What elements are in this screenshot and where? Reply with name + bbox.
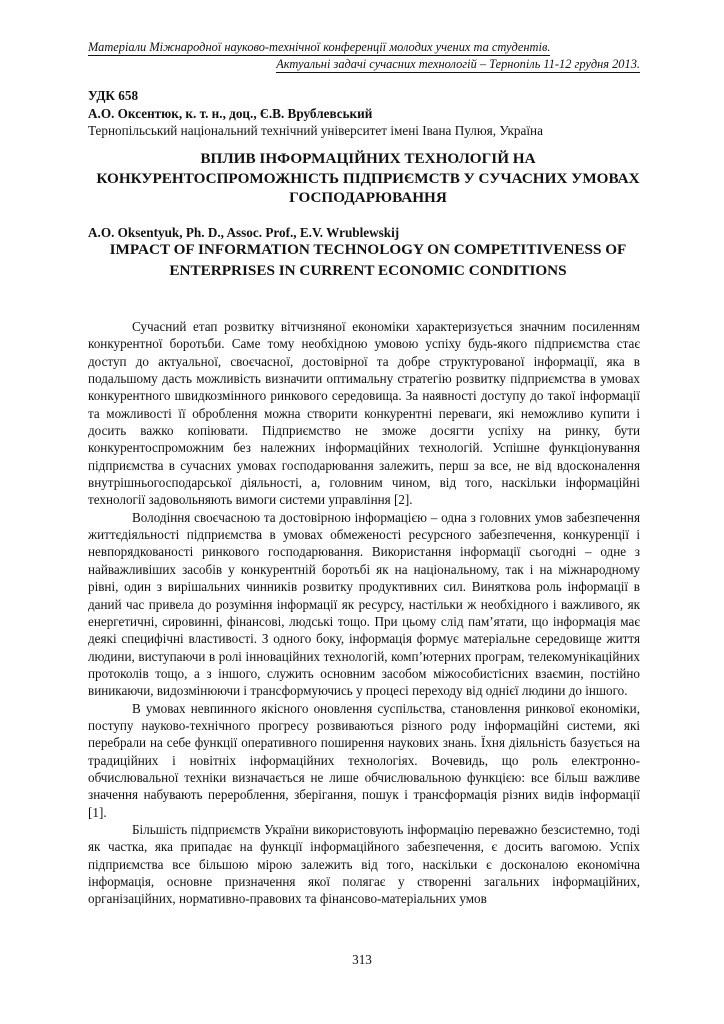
body-paragraph: В умовах невпинного якісного оновлення суспільства, становлення ринкової економіки, поступу науково-технічного прогресу розвиваються різного роду інформаційні системи, які перебрали на себе функції оперативного поширення наукових знань. Їхня діяльність базується на традиційних і новітніх інформаційних технологіях. Вочевидь, що роль електронно-обчислювальної техніки визначається не лише обчислювальною функцією: все більш важливе значення набувають перероблення, зберігання, пошук і трансформація різних видів інформації [1]. [88, 700, 640, 820]
authors-en: A.O. Oksentyuk, Ph. D., Assoc. Prof., E.V. Wrublewskij [88, 225, 400, 240]
udk-code: УДК 658 [88, 88, 139, 103]
article-body [88, 318, 640, 908]
authors-ua: А.О. Оксентюк, к. т. н., доц., Є.В. Врублевський [88, 105, 373, 121]
article-meta [88, 87, 648, 140]
affiliation: Тернопільський національний технічний університет імені Івана Пулюя, Україна [88, 123, 543, 138]
header-line-2: Актуальні задачі сучасних технологій – Тернопіль 11-12 грудня 2013. [276, 57, 640, 71]
header-line-1: Матеріали Міжнародної науково-технічної конференції молодих учених та студентів. [88, 40, 551, 54]
body-paragraph: Більшість підприємств України використовують інформацію переважно безсистемно, тоді як частка, яка припадає на функції інформаційного забезпечення, є досить вагомою. Успіх підприємства все більшою мірою залежить від того, наскільки є досконалою економічна інформація, основне призначення якої полягає у створенні загальних інформаційних, організаційних, нормативно-правових та фінансово-матеріальних умов [88, 821, 640, 907]
title-english: IMPACT OF INFORMATION TECHNOLOGY ON COMPETITIVENESS OF ENTERPRISES IN CURRENT ECONOMIC CONDITIONS [109, 241, 627, 279]
running-header [88, 39, 640, 73]
title-ukrainian: ВПЛИВ ІНФОРМАЦІЙНИХ ТЕХНОЛОГІЙ НА КОНКУРЕНТОСПРОМОЖНІСТЬ ПІДПРИЄМСТВ У СУЧАСНИХ УМОВАХ ГОСПОДАРЮВАННЯ [96, 150, 640, 206]
body-paragraph: Сучасний етап розвитку вітчизняної економіки характеризується значним посиленням конкурентної боротьби. Саме тому необхідною умовою успіху будь-якого підприємства стає доступ до актуальної, своєчасної, достовірної та добре структурованої інформації, яка в подальшому дасть можливість визначити оптимальну стратегію розвитку підприємства в умовах конкурентного швидкозмінного ринкового середовища. За наявності доступу до такої інформації та можливості її оброблення можна створити конкурентні переваги, які неможливо купити і досить важко копіювати. Підприємство не зможе досягти успіху на ринку, бути конкурентоспроможним без належних інформаційних технологій. Успішне функціонування підприємства в сучасних умовах господарювання залежить, перш за все, не від вдосконалення внутрішньогосподарської діяльності, а, головним чином, від того, наскільки інформаційні технології задовольняють вимоги системи управління [2]. [88, 319, 640, 508]
page-number: 313 [352, 952, 372, 967]
body-paragraph: Володіння своєчасною та достовірною інформацією – одна з головних умов забезпечення життєдіяльності підприємства в умовах обмеженості ресурсного забезпечення, конкуренції і невпорядкованості ринкового господарювання. Використання інформації сьогодні – одне з найважливіших засобів у конкурентній боротьбі як на національному, так і на міжнародному рівні, один з вирішальних чинників розвитку продуктивних сил. Виняткова роль інформації в даний час привела до розуміння інформації як ресурсу, настільки ж необхідного і важливого, як енергетичні, сировинні, фінансові, людські тощо. При цьому слід пам’ятати, що інформація має деякі специфічні властивості. З одного боку, інформація формує матеріальне середовище життя людини, виступаючи в ролі інноваційних технологій, комп’ютерних програм, телекомунікаційних протоколів тощо, а з іншого, служить основним засобом міжособистісних взаємин, постійно виникаючи, видозмінюючи і трансформуючись у процесі переходу від однієї людини до іншого. [88, 509, 640, 699]
